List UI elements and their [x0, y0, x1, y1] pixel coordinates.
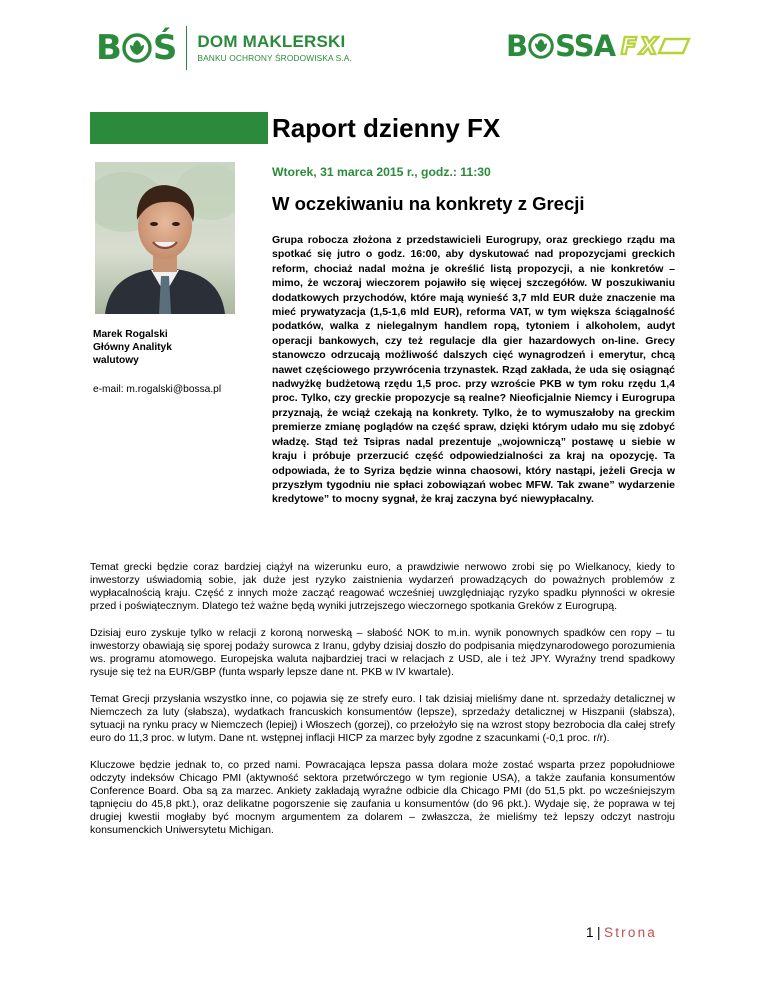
title-accent-bar: [90, 112, 268, 144]
analyst-role-line2: walutowy: [93, 355, 139, 367]
logo-divider: [186, 26, 187, 70]
lead-paragraph: Grupa robocza złożona z przedstawicieli Eurogrupy, oraz greckiego rządu ma spotkać się jutro o godz. 16:00, aby dyskutować nad propozycjami greckich reform, chociaż nadal można je określić listą propozycji, a nie konkretów – mimo, że wczoraj wieczorem pojawiło się więcej szczegółów. W poszukiwaniu dodatkowych przychodów, które mają wynieść 3,7 mld EUR duże znaczenie ma mieć prywatyzacja (1,5-1,6 mld EUR), reforma VAT, w tym większa ściągalność podatków, walka z nielegalnym handlem ropą, tytoniem i alkoholem, audyt operacji bankowych, czy też regulacje dla gier hazardowych on-line. Grecy stanowczo odrzucają możliwość dalszych cięć wynagrodzeń i emerytur, chcą nawet częściowego przywrócenia trzynastek. Rząd zakłada, że uda się osiągnąć nadwyżkę budżetową rzędu 1,5 proc. przy wzroście PKB w tym roku rzędu 1,4 proc. Tylko, czy greckie propozycje są realne? Nieoficjalnie Niemcy i Eurogrupa przyznają, że wciąż czekają na konkrety. Tylko, że to wymuszałoby na greckim premierze zmianę poglądów na część spraw, dzięki którym udało mu się zdobyć władzę. Stąd też Tsipras nadal prezentuje „wojowniczą” postawę u siebie w kraju i próbuje przerzucić część odpowiedzialności za kraj na opozycję. Ta odpowiada, że to Syriza będzie winna chaosowi, który nastąpi, jeżeli Grecja w przyszłym tygodniu nie spłaci zobowiązań wobec MFW. Tak zwane” wydarzenie kredytowe” to mocny sygnał, że kraj zaczyna być niewypłacalny.: [272, 234, 675, 506]
dm-title: DOM MAKLERSKI: [197, 31, 346, 51]
leaf-logo-icon: [528, 33, 554, 59]
analyst-photo: [95, 162, 235, 314]
analyst-portrait-image: [95, 162, 235, 314]
bos-dom-maklerski-logo: [96, 26, 352, 70]
body-paragraph-1: Temat grecki będzie coraz bardziej ciążył na wizerunku euro, a prawdziwie nerwowo zrobi się po Wielkanocy, kiedy to inwestorzy uświadomią sobie, jak duże jest ryzyko zaistnienia wydarzeń prowadzących do poważnych problemów z wypłacalnością kraju. Część z innych może zacząć reagować wcześniej uwzględniając ryzyko spadku płynności w okresie przed i poświątecznym. Dlatego też ważne będą wyniki jutrzejszego wieczornego spotkania Greków z Eurogrupą.: [90, 561, 675, 613]
leaf-logo-icon: [122, 33, 152, 63]
bossa-logo-wordmark: B SSA: [506, 28, 616, 63]
report-date: Wtorek, 31 marca 2015 r., godz.: 11:30: [272, 165, 491, 179]
body-paragraph-2: Dzisiaj euro zyskuje tylko w relacji z koroną norweską – słabość NOK to m.in. wynik ponownych spadków cen ropy – tu inwestorzy obawiają się sporej podaży surowca z Iranu, gdyby dzisiaj doszło do podpisania międzynarodowego porozumienia ws. programu atomowego. Europejska waluta najbardziej traci w relacjach z USD, ale i też JPY. Wyraźny trend spadkowy rysuje się też na EUR/GBP (funta wsparły lepsze dane nt. PKB w IV kwartale).: [90, 627, 675, 679]
page-word: Strona: [604, 925, 658, 940]
report-title: Raport dzienny FX: [272, 113, 501, 143]
bos-logo-wordmark: B Ś: [96, 28, 177, 68]
analyst-email[interactable]: e-mail: m.rogalski@bossa.pl: [93, 383, 222, 395]
page-number: [586, 925, 657, 940]
bossa-fx-logo: [506, 28, 693, 64]
page-number-separator: |: [597, 925, 602, 940]
analyst-name: Marek Rogalski: [93, 329, 168, 340]
dm-subtitle: BANKU OCHRONY ŚRODOWISKA S.A.: [197, 53, 352, 64]
fx-badge-icon: [619, 35, 693, 57]
dom-maklerski-text: [197, 33, 351, 64]
page-number-value: 1: [586, 925, 595, 940]
analyst-info: [93, 328, 263, 395]
body-paragraph-4: Kluczowe będzie jednak to, co przed nami. Powracająca lepsza passa dolara może zostać wsparta przez popołudniowe odczyty indeksów Chicago PMI (aktywność sektora przetwórczego w tym regionie USA), a także zaufania konsumentów Conference Board. Oba są za marzec. Ankiety zakładają wyraźne odbicie dla Chicago PMI (do 51,5 pkt. po wcześniejszym tąpnięciu do 45,8 pkt.), oraz delikatne pogorszenie się zaufania u konsumentów (do 96 pkt.). Wydaje się, że poprawa w tej drugiej kwestii mogłaby być mocnym argumentem za dolarem – zwłaszcza, że mieliśmy też lepszy odczyt nastroju konsumenckich Uniwersytetu Michigan.: [90, 759, 675, 837]
body-paragraph-3: Temat Grecji przysłania wszystko inne, co pojawia się ze strefy euro. I tak dzisiaj mieliśmy dane nt. sprzedaży detalicznej w Niemczech za luty (słabsza), wydatkach francuskich konsumentów (lepsze), sprzedaży detalicznej w Hiszpanii (słabsza), sytuacji na rynku pracy w Niemczech (lepiej) i Włoszech (gorzej), co przełożyło się na wzrost stopy bezrobocia dla całej strefy euro do 11,3 proc. w lutym. Dane nt. wstępnej inflacji HICP za marzec były zgodne z szacunkami (-0,1 proc. r/r).: [90, 693, 675, 745]
analyst-role-line1: Główny Analityk: [93, 342, 172, 354]
svg-text:FX: FX: [621, 35, 661, 57]
report-headline: W oczekiwaniu na konkrety z Grecji: [272, 193, 585, 214]
